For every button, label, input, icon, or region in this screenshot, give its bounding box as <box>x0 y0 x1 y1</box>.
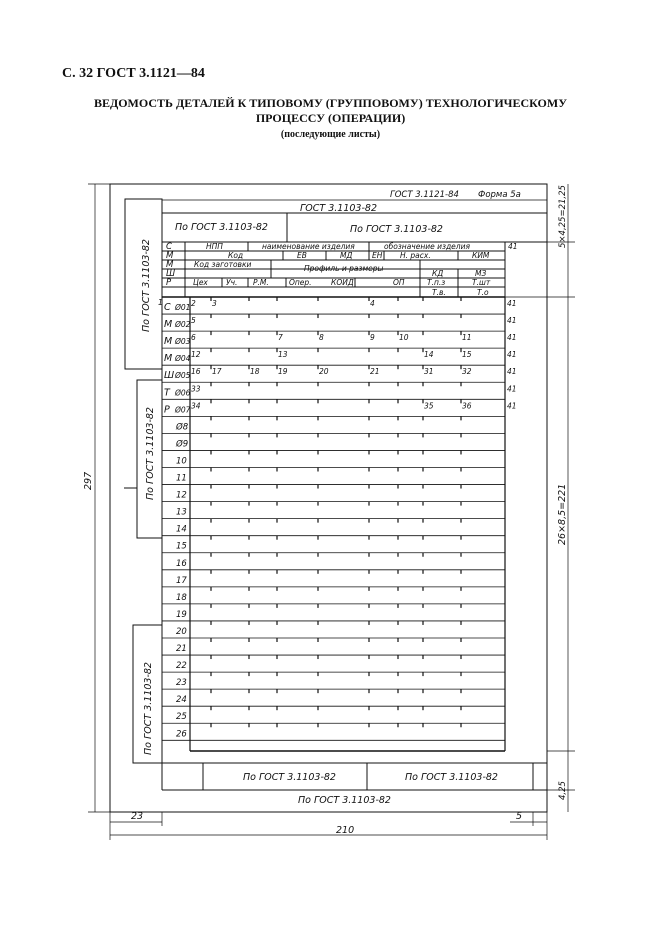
row-cell: 20 <box>319 367 329 377</box>
row-cell: 34 <box>191 401 201 411</box>
hdr-letter-r: Р <box>166 278 172 288</box>
row-number: Ø03 <box>175 337 191 347</box>
row-cell: 41 <box>507 384 517 394</box>
row-number: 11 <box>176 473 187 484</box>
row-number: 22 <box>176 661 187 672</box>
row-cell: 8 <box>319 333 324 343</box>
row-number: 19 <box>176 609 187 620</box>
row-cell: 31 <box>424 367 434 377</box>
form-gost-label: ГОСТ 3.1121-84 <box>390 190 459 200</box>
row-number: Ø05 <box>175 371 191 381</box>
row-cell: 4 <box>370 299 375 308</box>
row-cell: 9 <box>370 333 375 343</box>
dim-210: 210 <box>336 825 355 836</box>
row-number: 14 <box>176 524 187 535</box>
row-cell: 7 <box>278 333 283 343</box>
row-letter: М <box>164 353 173 365</box>
row-cell: 41 <box>507 401 517 411</box>
dim-bot: 4,25 <box>558 781 568 800</box>
row-cell: 33 <box>191 384 201 394</box>
hdr-npp: НПП <box>206 242 223 251</box>
row-cell: 18 <box>250 367 260 377</box>
stamp-bottom-right: По ГОСТ 3.1103-82 <box>405 772 498 783</box>
hdr-ev: ЕВ <box>297 251 307 260</box>
row-number: Ø8 <box>176 422 189 433</box>
hdr-uch: Уч. <box>226 278 238 287</box>
hdr-letter-sh: Ш <box>166 269 176 279</box>
row-number: 12 <box>176 490 187 501</box>
row-cell: 14 <box>424 350 434 360</box>
row-number: 21 <box>176 644 187 654</box>
row1-marker: 1 <box>158 298 163 307</box>
hdr-tpz: Т.п.з <box>427 278 446 287</box>
page-subtitle: (последующие листы) <box>280 129 381 140</box>
row-number: 25 <box>176 712 187 723</box>
row-number: 15 <box>176 541 187 552</box>
hdr-nrash: Н. расх. <box>400 251 431 260</box>
row-cell: 41 <box>507 350 517 360</box>
row-number: Ø06 <box>175 388 191 398</box>
row-number: 20 <box>176 626 187 637</box>
hdr-letter-m1: М <box>166 251 174 261</box>
row-cell: 13 <box>278 350 288 360</box>
row-cell: 21 <box>370 367 380 377</box>
row-number: 16 <box>176 558 187 569</box>
row-number: Ø07 <box>175 405 191 415</box>
side-stamp-2: По ГОСТ 3.1103-82 <box>145 407 156 500</box>
page-title: ВЕДОМОСТЬ ДЕТАЛЕЙ К ТИПОВОМУ (ГРУППОВОМУ) ТЕХНОЛОГИЧЕСКОМУ <box>93 96 568 110</box>
hdr-profil: Профиль и размеры <box>304 264 384 273</box>
row-number: 18 <box>176 592 187 603</box>
row-number: 10 <box>176 456 187 467</box>
stamp-right-top: По ГОСТ 3.1103-82 <box>350 224 443 235</box>
hdr-mz: МЗ <box>475 269 487 278</box>
dim-mid: 26×8,5=221 <box>557 483 568 545</box>
row-number: 23 <box>176 678 187 689</box>
side-stamp-3: По ГОСТ 3.1103-82 <box>143 662 154 755</box>
page-title-line2: ПРОЦЕССУ (ОПЕРАЦИИ) <box>255 111 406 125</box>
hdr-oper: Опер. <box>289 278 312 287</box>
dim-5: 5 <box>516 811 523 822</box>
hdr-md: МД <box>340 251 353 260</box>
row-cell: 5 <box>191 316 196 326</box>
hdr-op: ОП <box>393 278 405 287</box>
row-cell: 11 <box>462 333 472 343</box>
hdr-letter-m2: М <box>166 260 174 270</box>
hdr-en: ЕН <box>372 251 383 260</box>
hdr-kim: КИМ <box>472 251 490 260</box>
hdr-tv: Т.в. <box>432 288 446 297</box>
stamp-left-top: По ГОСТ 3.1103-82 <box>175 222 268 233</box>
row-cell: 3 <box>212 299 217 308</box>
hdr-oboz: обозначение изделия <box>384 242 470 251</box>
row-number: Ø9 <box>176 439 189 450</box>
row-cell: 10 <box>399 333 409 343</box>
row-cell: 2 <box>191 299 196 308</box>
row-number: 26 <box>176 729 187 740</box>
row-cell: 36 <box>462 401 472 411</box>
stamp-bottom-left: По ГОСТ 3.1103-82 <box>243 772 336 783</box>
row-number: Ø02 <box>175 320 191 330</box>
row-letter: Р <box>164 404 170 416</box>
row-cell: 41 <box>507 367 517 377</box>
row-number: Ø04 <box>175 354 191 364</box>
row-cell: 41 <box>507 333 517 343</box>
row-cell: 17 <box>212 367 222 377</box>
hdr-41: 41 <box>508 242 518 251</box>
hdr-kod: Код <box>228 251 244 260</box>
side-stamp-1: По ГОСТ 3.1103-82 <box>141 239 152 332</box>
row-letter: М <box>164 319 173 331</box>
hdr-koid: КОИД <box>331 278 354 287</box>
page-header: С. 32 ГОСТ 3.1121—84 <box>62 66 205 81</box>
form-number-label: Форма 5а <box>478 190 521 200</box>
stamp-bottom: По ГОСТ 3.1103-82 <box>298 795 391 806</box>
row-cell: 41 <box>507 316 517 326</box>
row-cell: 19 <box>278 367 288 377</box>
dim-top: 5×4,25=21,25 <box>558 185 568 248</box>
hdr-letter-c: С <box>166 242 172 252</box>
dim-23: 23 <box>131 811 144 822</box>
top-gost-stamp: ГОСТ 3.1103-82 <box>300 203 377 214</box>
row-letter: М <box>164 336 173 348</box>
row-letter: Т <box>164 387 170 399</box>
row-number: 24 <box>176 695 187 706</box>
row-letter: Ш <box>164 370 175 382</box>
row-cell: 12 <box>191 350 201 360</box>
row-letter: С <box>164 302 171 313</box>
row-cell: 32 <box>462 367 472 377</box>
hdr-naim: наименование изделия <box>262 242 355 251</box>
row-cell: 16 <box>191 367 201 377</box>
row-cell: 35 <box>424 401 434 411</box>
row-cell: 41 <box>507 299 517 308</box>
row-number: 17 <box>176 575 187 586</box>
hdr-kod-zag: Код заготовки <box>194 260 252 269</box>
hdr-to: Т.о <box>477 288 489 297</box>
row-number: 13 <box>176 507 187 518</box>
hdr-kd: КД <box>432 269 444 278</box>
row-cell: 6 <box>191 333 196 343</box>
row-number: Ø01 <box>175 303 191 312</box>
dim-297: 297 <box>83 471 94 490</box>
hdr-tsht: Т.шт <box>472 278 491 287</box>
row-cell: 15 <box>462 350 472 360</box>
hdr-ceh: Цех <box>193 278 208 287</box>
hdr-rm: Р.М. <box>253 278 269 287</box>
